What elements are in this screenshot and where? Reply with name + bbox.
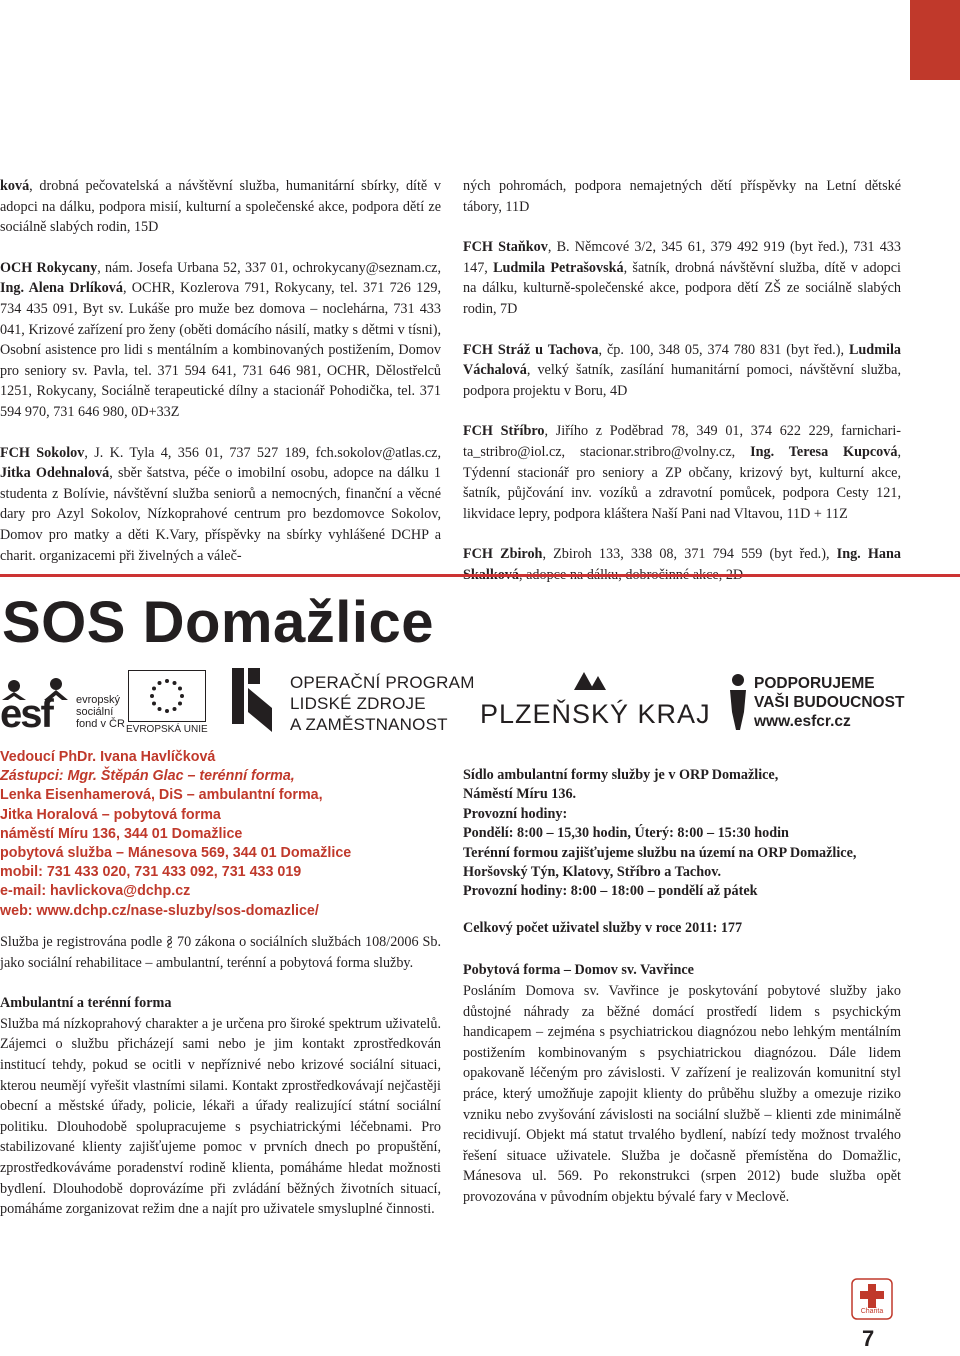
sidlo-block: Sídlo ambulantní formy služby je v ORP Domažlice, Náměstí Míru 136. Provozní hodiny: Pondělí: 8:00 – 15,30 hodin, Úterý: 8:00 – 15:30 hodin Terénní formou zajišťujeme službu na území na ORP Domažlice, Horšovský Týn, Klatovy, Stříbro a Tachov. Provozní hodiny: 8:00 – 18:00 – pondělí až pátek [463,767,857,900]
contact-line-3: Lenka Eisenhamerová, DiS – ambulantní forma, [0,787,323,804]
och-rokycany-paragraph: OCH Rokycany, nám. Josefa Urbana 52, 337 01, ochrokycany@seznam.cz, Ing. Alena Drlíková, OCHR, Kozlerova 791, Rokycany, tel. 371 726 129, 734 435 091, Byt sv. Lukáše pro muže bez domova – noclehárna, 731 433 041, Krizové zařízení pro ženy (oběti domácího násilí, matky s dětmi v tísni), Osobní asistence pro lidi s mentálním a kombinovaných postižením, Domov pro seniory sv. Pavla, tel. 371 594 641, 731 646 981, OCHR, Dělostřelců 1251, Rokycany, Sociálně terapeutické dílny a stacionář Pohodička, tel. 371 594 970, 731 646 980, 0D+33Z [0,259,442,420]
plzensky-kraj-logo [470,664,718,740]
eu-star [158,681,162,685]
eu-star [158,707,162,711]
celkovy-pocet: Celkový počet uživatel služby v roce 2011: 177 [463,919,743,936]
logo-strip [0,664,960,740]
section-divider [0,574,960,577]
eu-caption: EVROPSKÁ UNIE [126,724,208,735]
corner-accent [910,0,960,80]
web[interactable]: web: www.dchp.cz/nase-sluzby/sos-domazlice/ [0,902,319,919]
eu-stars-icon [129,671,205,721]
fch-sokolov-paragraph: FCH Sokolov, J. K. Tyla 4, 356 01, 737 527 189, fch.sokolov@atlas.cz, Jitka Odehnalová, sběr šatstva, péče o imobilní osobu, adopce na dálku 1 studenta z Bolívie, návštěvní služba seniorů a nemocných, finanční a věcné dary pro Azyl Sokolov, Nízkoprahové centrum pro bezdomovce Sokolov, Domov pro matky a děti K.Vary, příspěvky na sbírky vyhlášené DCHP a charit. organizacemi při živelných a váleč- [0,444,441,564]
eu-star [165,709,169,713]
section-title: SOS Domažlice [2,590,434,655]
eu-flag [128,670,206,722]
esf-text: esf [0,692,52,736]
fch-stribro-paragraph: FCH Stříbro, Jiřího z Poděbrad 78, 349 01, 374 622 229, farnichari-ta_stribro@iol.cz, stacionar.stribro@volny.cz, Ing. Teresa Kupcová, Týdenní stacionář pro seniory a ZP občany, krizový byt, kulturní akce, šatník, půjčování inv. vozíků a zdravotní pomůcek, podpora Cesty 121, likvidace lepry, podpora kláštera Naší Pani nad Vltavou, 11D + 11Z [463,423,902,522]
fch-stankov-paragraph: FCH Staňkov, B. Němcové 3/2, 345 61, 379 492 919 (byt řed.), 731 433 147, Ludmila Petrašovská, šatník, drobná návštěvní služba, dítě v adopci na dálku, kulturně-společenské akce, podpora dětí ZŠ ze sociálně slabých rodin, 7D [463,239,901,317]
charita-label: Charita [860,1308,884,1315]
esf-caption: evropský sociální fond v ČR [76,694,125,730]
contact-line-4: Jitka Horalová – pobytová forma [0,806,221,823]
eu-star [152,702,156,706]
esfcr-figure [726,672,750,732]
eu-star [152,687,156,691]
op-figure-icon [232,668,280,734]
fch-zbiroh-paragraph: FCH Zbiroh, Zbiroh 133, 338 08, 371 794 559 (byt řed.), Ing. Hana [463,546,901,563]
ambulantni-paragraph: Ambulantní a terénní forma Služba má nízkoprahový charakter a je určena pro široké spektrum uživatelů. Zájemci o službu přicházejí sami nebo je jim kontakt zprostředkován institucí tehdy, pokud se ocitli v nepříznivé nebo krizové sociální situaci, kterou neumějí vyřešit vlastními silami. Kontakt zprostředkovávají nejčastěji obecní a městské úřady, policie, lékaři a úřady realizující státní sociální politiku. Dlouhodobě spolupracujeme s psychiatrickými léčebnami. Pro stabilizované klienty zajišťujeme pomoc v prvních dnech po propuštění, zprostředkováváme poradenství rodině klienta, pomáháme hledat možnosti bydlení. Dlouhodobě doprovázíme při zvládání běžných životních situací, pomáháme zorganizovat režim dne a najít pro uživatele smysluplné činnosti. [0,995,441,1218]
vedouci: Vedoucí PhDr. Ivana Havlíčková [0,749,216,765]
left-top-text [0,176,441,586]
page-number: 7 [862,1326,875,1351]
esf-logo [0,672,72,734]
registration-paragraph: Služba je registrována podle § 70 zákona o sociálních službách 108/2006 Sb. jako sociální rehabilitace – ambulantní, terénní a pobytová forma služby. [0,934,441,971]
eu-star [173,681,177,685]
right-bottom-text [463,766,901,1228]
eu-star [165,679,169,683]
kraj-emblem-icon [470,664,718,694]
email[interactable]: e-mail: havlickova@dchp.cz [0,883,191,900]
pobytova-paragraph: Pobytová forma – Domov sv. Vavřince Posláním Domova sv. Vavřince je poskytování pobytové služby jako důstojné náhrady za běžné domácí prostředí lidem s psychickým handicapem – zejména s psychiatrickou diagnózou nebo lehkým mentálním postižením kombinovaným s psychiatrickou diagnózou. Dále lidem opakovaně léčeným pro závislosti. V zařízení je realizován komunitní styl práce, který umožňuje zapojit klienty do průběhu služby a omezuje riziko vzniku nebo zvyšování závislosti na sociální službě – klienti zde minimálně recidivují. Objekt má statut trvalého bydlení, nabízí tedy možnost trvalého řešení situace uživatele. Služba je dočasně přemístěna do Domažlic, Mánesova ul. 569. Po rekonstrukci (srpen 2012) bude služba opět provozována v původním objektu bývalé fary v Meclově. [463,962,901,1205]
kraj-text: PLZEŇSKÝ KRAJ [480,699,711,729]
esfcr-figure-icon [726,672,750,732]
right-top-text [463,176,901,606]
zastupci: Zástupci: Mgr. Štěpán Glac – terénní forma, [0,768,295,785]
op-mark [232,668,280,734]
eu-star [180,694,184,698]
pohromach-paragraph: ných pohromách, podpora nemajetných dětí příspěvky na Letní dětské tábory, 11D [463,178,901,215]
fch-straz-paragraph: FCH Stráž u Tachova, čp. 100, 348 05, 374 780 831 (byt řed.), Ludmila Váchalová, velký šatník, zasílání humanitární pomoci, návštěvní služba, podpora projektu v Boru, 4D [463,341,901,399]
address: náměstí Míru 136, 344 01 Domažlice [0,825,243,842]
eu-star [178,702,182,706]
mobile: mobil: 731 433 020, 731 433 092, 731 433 019 [0,864,302,881]
intro-paragraph: ková, drobná pečovatelská a návštěvní služba, humanitární sbírky, dítě v adopci na dálku, podpora misií, kulturní a společenské akce, podpora dětí ze sociálně slabých rodin, 15D [0,178,441,236]
charita-logo [851,1278,893,1320]
esfcr-text: PODPORUJEME VAŠI BUDOUCNOST www.esfcr.cz [754,675,905,730]
contact-block [0,748,450,921]
op-text: OPERAČNÍ PROGRAM LIDSKÉ ZDROJE A ZAMĚSTNANOST [290,673,475,734]
eu-star [178,687,182,691]
eu-star [150,694,154,698]
left-bottom-text [0,932,441,1240]
eu-star [173,707,177,711]
pobytova-address: pobytová služba – Mánesova 569, 344 01 Domažlice [0,845,352,862]
